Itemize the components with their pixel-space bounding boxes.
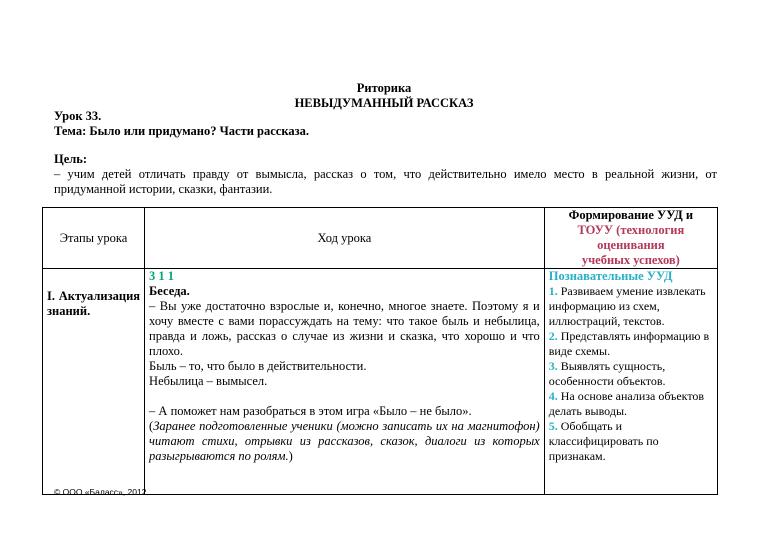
uud-item: 3. Выявлять сущность, особенности объектов. bbox=[548, 359, 666, 388]
stage-cell: I. Актуализация знаний. bbox=[43, 269, 145, 495]
activity-title: Беседа. bbox=[149, 284, 190, 298]
header-uud-line3: оценивания bbox=[597, 238, 665, 252]
header-uud-line1: Формирование УУД и bbox=[568, 208, 694, 222]
uud-item: 5. Обобщать и классифицировать по признакам. bbox=[548, 419, 659, 463]
header-uud-line2: ТОУУ (технология bbox=[577, 223, 685, 237]
table-header-row bbox=[43, 208, 718, 269]
header-stages: Этапы урока bbox=[43, 208, 145, 269]
paragraph-note: (Заранее подготовленные ученики (можно записать их на магнитофон) читают стихи, отрывки из рассказов, сказок, диалоги из которых разыгрываются по ролям.) bbox=[149, 419, 540, 463]
header-uud-line4: учебных успехов) bbox=[581, 253, 680, 267]
goal-text: – учим детей отличать правду от вымысла, рассказ о том, что действительно имело место в реальной жизни, от придуманной истории, сказки, фантазии. bbox=[54, 167, 717, 196]
uud-title: Познавательные УУД bbox=[548, 269, 673, 283]
goal-heading: Цель: bbox=[54, 152, 88, 166]
paragraph: – Вы уже достаточно взрослые и, конечно, многое знаете. Поэтому я и хочу вместе с вами порассуждать на тему: что такое быль и небылица, правда и ложь, рассказ о случае из жизни и сказка, что хорошо и что плохо. bbox=[149, 299, 540, 358]
header-process: Ход урока bbox=[145, 208, 545, 269]
subject-title: Риторика bbox=[356, 81, 412, 95]
activity-code: 3 1 1 bbox=[149, 269, 175, 283]
lesson-theme: Тема: Было или придумано? Части рассказа. bbox=[54, 124, 309, 138]
topic-title: НЕВЫДУМАННЫЙ РАССКАЗ bbox=[294, 96, 474, 110]
uud-cell bbox=[544, 269, 717, 495]
table-row bbox=[43, 269, 718, 495]
uud-item: 2. Представлять информацию в виде схемы. bbox=[548, 329, 710, 358]
paragraph: Быль – то, что было в действительности. bbox=[149, 359, 367, 373]
copyright-footer: © ООО «Баласс», 2012 bbox=[54, 487, 147, 497]
uud-item: 4. На основе анализа объектов делать выводы. bbox=[548, 389, 705, 418]
process-cell bbox=[145, 269, 545, 495]
paragraph: – А поможет нам разобраться в этом игра «Было – не было». bbox=[149, 404, 472, 418]
lesson-table bbox=[42, 207, 718, 495]
lesson-number: Урок 33. bbox=[54, 109, 102, 123]
header-uud bbox=[544, 208, 717, 269]
uud-item: 1. Развиваем умение извлекать информацию из схем, иллюстраций, текстов. bbox=[548, 284, 706, 328]
paragraph: Небылица – вымысел. bbox=[149, 374, 268, 388]
